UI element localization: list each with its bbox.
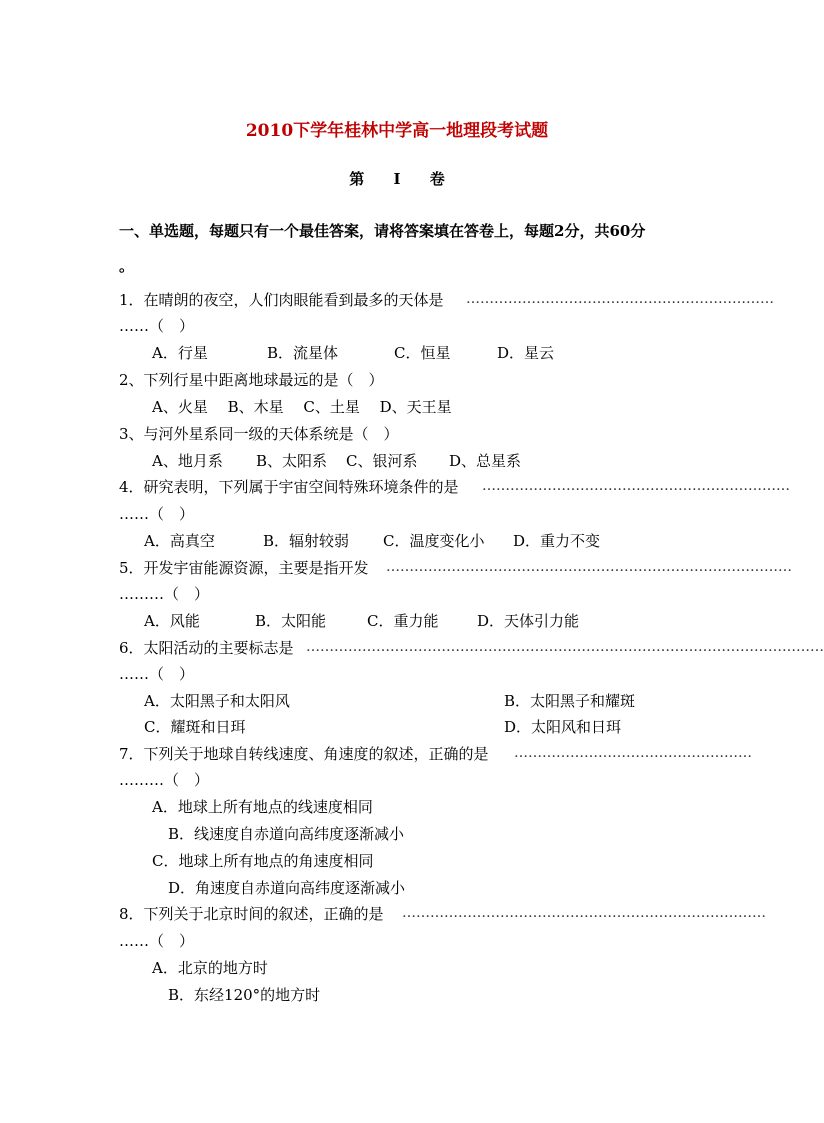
question-4-option-a: A．高真空 <box>144 532 215 550</box>
question-7-option-b: B．线速度自赤道向高纬度逐渐减小 <box>168 825 405 843</box>
question-4-paren: ……（ ） <box>119 505 195 523</box>
leader-dots: ………………………………………………………… <box>482 478 790 494</box>
question-4-option-b: B．辐射较弱 <box>263 532 350 550</box>
section-instructions: 一、单选题，每题只有一个最佳答案，请将答案填在答卷上，每题2分，共60分 <box>119 222 646 240</box>
page-title: 2010下学年桂林中学高一地理段考试题 <box>245 121 549 141</box>
leader-dots: …………………………………………………………………………… <box>386 559 792 575</box>
question-5-option-d: D．天体引力能 <box>477 612 580 630</box>
question-6-option-a: A．太阳黑子和太阳风 <box>144 692 290 710</box>
question-7-paren: ………（ ） <box>119 771 210 789</box>
question-7-option-c: C．地球上所有地点的角速度相同 <box>152 852 374 870</box>
question-4-stem: 4．研究表明，下列属于宇宙空间特殊环境条件的是 <box>119 478 459 496</box>
question-8-option-a: A．北京的地方时 <box>152 959 268 977</box>
question-5-stem: 5．开发宇宙能源资源，主要是指开发 <box>119 559 369 577</box>
question-5-paren: ………（ ） <box>119 585 210 603</box>
question-5-option-a: A．风能 <box>144 612 200 630</box>
question-5-option-c: C．重力能 <box>367 612 439 630</box>
leader-dots: …………………………………………………………………… <box>402 905 766 921</box>
section-instructions-end: 。 <box>119 257 135 275</box>
leader-dots: ………………………………………………………………………………………………… <box>306 639 824 655</box>
leader-dots: ………………………………………………………… <box>466 291 774 307</box>
question-6-paren: ……（ ） <box>119 665 195 683</box>
question-7-option-d: D．角速度自赤道向高纬度逐渐减小 <box>168 879 406 897</box>
volume-label-b: I <box>393 170 401 188</box>
question-1-option-a: A．行星 <box>152 344 208 362</box>
question-7-stem: 7．下列关于地球自转线速度、角速度的叙述，正确的是 <box>119 745 489 763</box>
leader-dots: …………………………………………… <box>514 745 752 761</box>
question-4-option-c: C．温度变化小 <box>383 532 485 550</box>
question-1-stem: 1．在晴朗的夜空，人们肉眼能看到最多的天体是 <box>119 291 444 309</box>
question-3-option-c: C、银河系 <box>346 452 418 470</box>
question-3-option-a: A、地月系 <box>152 452 223 470</box>
question-8-stem: 8．下列关于北京时间的叙述，正确的是 <box>119 905 384 923</box>
question-3-option-b: B、太阳系 <box>256 452 328 470</box>
question-1-paren: ……（ ） <box>119 317 195 335</box>
question-2-options: A、火星 B、木星 C、土星 D、天王星 <box>152 398 452 416</box>
question-8-option-b: B．东经120°的地方时 <box>168 986 321 1004</box>
question-3-stem: 3、与河外星系同一级的天体系统是（ ） <box>119 425 399 443</box>
question-5-option-b: B．太阳能 <box>255 612 327 630</box>
question-3-option-d: D、总星系 <box>449 452 522 470</box>
question-6-option-c: C．耀斑和日珥 <box>144 718 246 736</box>
question-1-option-c: C．恒星 <box>394 344 451 362</box>
question-6-stem: 6．太阳活动的主要标志是 <box>119 639 294 657</box>
question-2-stem: 2、下列行星中距离地球最远的是（ ） <box>119 371 384 389</box>
question-6-option-b: B．太阳黑子和耀斑 <box>504 692 636 710</box>
volume-label-c: 卷 <box>429 170 445 188</box>
volume-label-a: 第 <box>349 170 365 188</box>
question-6-option-d: D．太阳风和日珥 <box>504 718 622 736</box>
question-4-option-d: D．重力不变 <box>513 532 601 550</box>
question-7-option-a: A．地球上所有地点的线速度相同 <box>152 798 373 816</box>
question-8-paren: ……（ ） <box>119 932 195 950</box>
question-1-option-d: D．星云 <box>497 344 555 362</box>
volume-heading <box>0 168 794 189</box>
question-1-option-b: B．流星体 <box>267 344 339 362</box>
